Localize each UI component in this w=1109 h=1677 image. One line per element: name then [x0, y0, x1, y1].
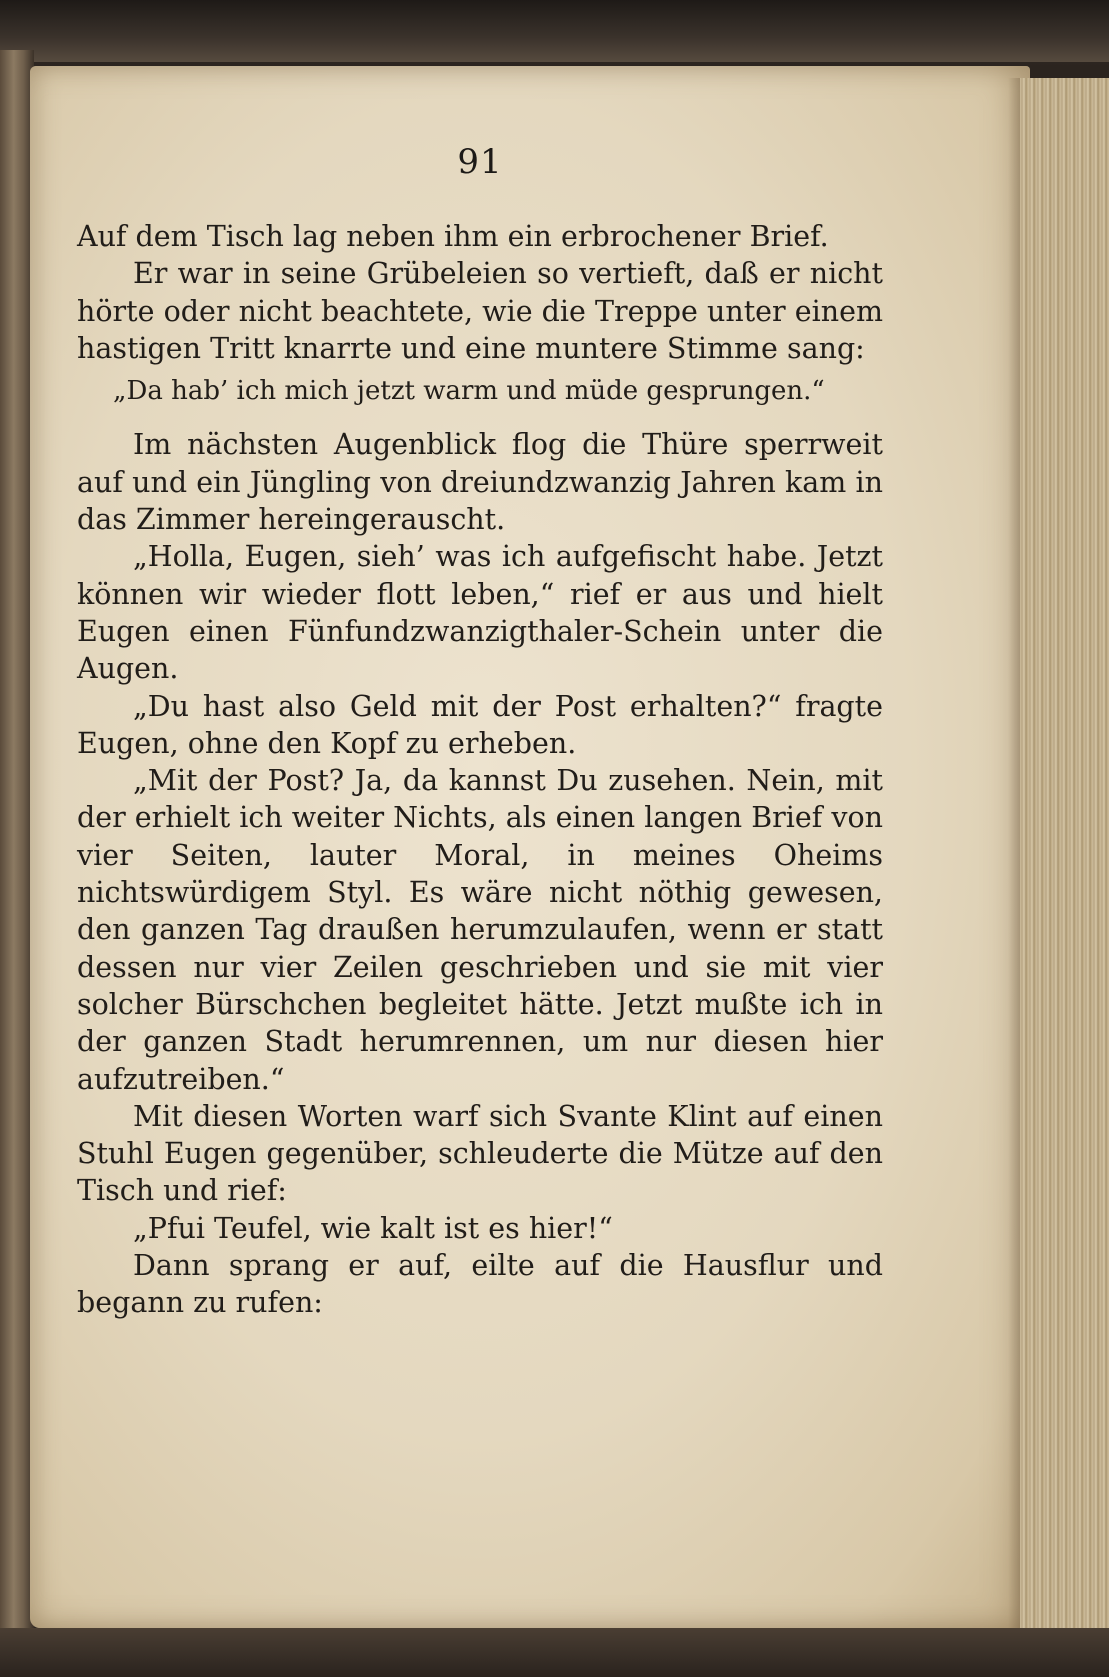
page-stack-edges [1020, 78, 1109, 1638]
page-body [77, 218, 883, 1322]
left-gutter [0, 50, 34, 1677]
paragraph: „Holla, Eugen, sieh’ was ich aufgefischt habe. Jetzt können wir wieder flott leben,“ rief er aus und hielt Eugen einen Fünfundzwanzigthaler-Schein unter die Augen. [77, 540, 883, 686]
paragraph: Dann sprang er auf, eilte auf die Hausflur und begann zu rufen: [77, 1249, 883, 1320]
book-binding [0, 0, 1109, 62]
paragraph: Er war in seine Grübeleien so vertieft, daß er nicht hörte oder nicht beachtete, wie die Treppe unter einem hastigen Tritt knarrte und eine muntere Stimme sang: [77, 257, 883, 365]
paragraph: „Du hast also Geld mit der Post erhalten?“ fragte Eugen, ohne den Kopf zu erheben. [77, 689, 883, 760]
paragraph: Auf dem Tisch lag neben ihm ein erbrochener Brief. [77, 220, 829, 253]
paragraph: „Mit der Post? Ja, da kannst Du zusehen. Nein, mit der erhielt ich weiter Nichts, als einen langen Brief von vier Seiten, lauter Moral, in meines Oheims nichtswürdigem Styl. Es wäre nicht nöthig gewesen, den ganzen Tag draußen herumzulaufen, wenn er statt dessen nur vier Zeilen geschrieben und sie mit vier solcher Bürschchen begleitet hätte. Jetzt mußte ich in der ganzen Stadt herumrennen, um nur diesen hier aufzutreiben.“ [77, 764, 883, 1096]
song-quote: „Da hab’ ich mich jetzt warm und müde gesprungen.“ [113, 376, 825, 407]
page-number: 91 [457, 142, 503, 182]
paragraph: Im nächsten Augenblick flog die Thüre sperrweit auf und ein Jüngling von dreiundzwanzig Jahren kam in das Zimmer hereingerauscht. [77, 428, 883, 537]
paragraph: „Pfui Teufel, wie kalt ist es hier!“ [133, 1211, 613, 1245]
paragraph: Mit diesen Worten warf sich Svante Klint auf einen Stuhl Eugen gegenüber, schleuderte die Mütze auf den Tisch und rief: [77, 1099, 883, 1208]
bottom-shadow [0, 1628, 1109, 1677]
